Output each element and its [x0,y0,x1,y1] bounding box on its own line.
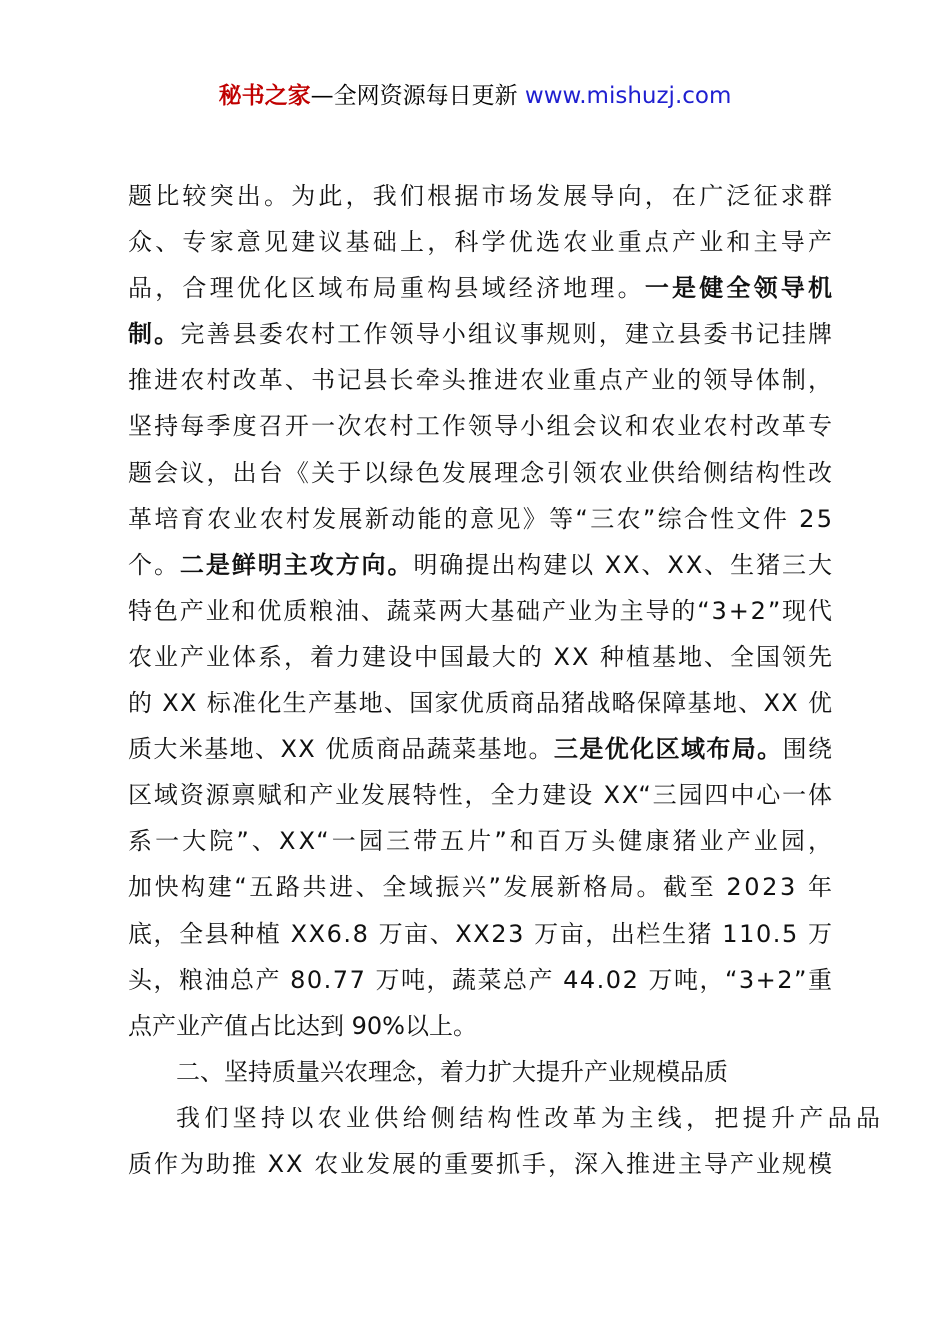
text-line: 质作为助推 XX 农业发展的重要抓手，深入推进主导产业规模 [128,1149,834,1178]
text-line: 系一大院”、XX“一园三带五片”和百万头健康猪业产业园， [128,827,836,856]
text-line: 头，粮油总产 80.77 万吨，蔬菜总产 44.02 万吨，“3+2”重 [128,965,834,994]
text-line: 推进农村改革、书记县长牵头推进农业重点产业的领导体制， [128,366,835,395]
bold-lead-one: 一是健全领导机 [644,274,836,303]
text-line [128,542,832,588]
text-line: 底，全县种植 XX6.8 万亩、XX23 万亩，出栏生猪 110.5 万 [128,919,834,948]
document-body [128,173,885,1187]
text-segment: 围绕 [782,735,834,764]
site-tagline: —全网资源每日更新 [310,83,518,109]
site-name: 秘书之家 [218,83,311,109]
text-line: 加快构建“五路共进、全域振兴”发展新格局。截至 2023 年 [128,873,835,902]
text-line: 区域资源禀赋和产业发展特性，全力建设 XX“三园四中心一体 [128,781,834,810]
site-header [0,80,950,112]
bold-lead-two: 二是鲜明主攻方向。 [179,550,414,579]
site-url-link[interactable]: www.mishuzj.com [524,83,732,109]
text-segment: 质大米基地、XX 优质商品蔬菜基地。 [128,735,554,764]
heading-text: 二、坚持质量兴农理念，着力扩大提升产业规模品质 [176,1057,728,1086]
text-line [128,726,832,772]
text-line [128,265,836,311]
paragraph-leadership [128,173,836,1049]
text-line: 我们坚持以农业供给侧结构性改革为主线，把提升产品品 [176,1103,885,1132]
text-line: 革培育农业农村发展新动能的意见》等“三农”综合性文件 25 [128,504,835,533]
text-line: 特色产业和优质粮油、蔬菜两大基础产业为主导的“3+2”现代 [128,596,834,625]
text-line: 众、专家意见建议基础上，科学优选农业重点产业和主导产 [128,228,836,257]
text-line: 题会议，出台《关于以绿色发展理念引领农业供给侧结构性改 [128,458,835,487]
paragraph-quality [128,1095,885,1187]
text-line: 题比较突出。为此，我们根据市场发展导向，在广泛征求群 [128,182,836,210]
text-segment: 完善县委农村工作领导小组议事规则，建立县委书记挂牌 [180,320,835,349]
text-line: 的 XX 标准化生产基地、国家优质商品猪战略保障基地、XX 优 [128,689,834,718]
bold-lead-three: 三是优化区域布局。 [553,735,783,764]
text-segment: 品，合理优化区域布局重构县域经济地理。 [128,274,645,303]
text-line: 坚持每季度召开一次农村工作领导小组会议和农业农村改革专 [128,412,835,441]
text-line [128,311,835,357]
text-segment: 个。 [128,550,180,579]
section-heading-two [128,1049,832,1095]
bold-lead-one-cont: 制。 [128,320,181,349]
text-line: 农业产业体系，着力建设中国最大的 XX 种植基地、全国领先 [128,642,834,671]
text-segment: 明确提出构建以 XX、XX、生猪三大 [413,550,834,579]
text-line: 点产业产值占比达到 90%以上。 [128,1011,477,1040]
